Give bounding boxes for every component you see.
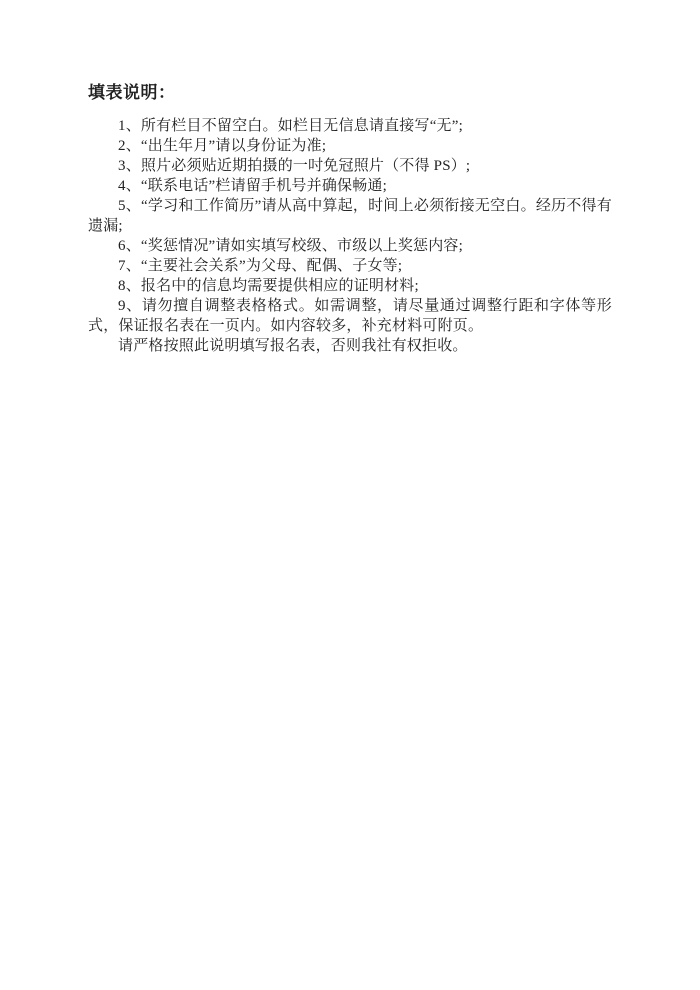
document-heading: 填表说明： xyxy=(88,83,176,102)
instruction-item-4: 4、“联系电话”栏请留手机号并确保畅通; xyxy=(118,178,387,194)
instruction-item-8: 8、报名中的信息均需要提供相应的证明材料; xyxy=(118,278,419,294)
instruction-item-5: 5、“学习和工作简历”请从高中算起，时间上必须衔接无空白。经历不得有遗漏; xyxy=(88,198,612,234)
instruction-item-3: 3、照片必须贴近期拍摄的一吋免冠照片（不得 PS）; xyxy=(118,158,471,174)
instruction-item-7: 7、“主要社会关系”为父母、配偶、子女等; xyxy=(118,258,403,274)
closing-statement: 请严格按照此说明填写报名表，否则我社有权拒收。 xyxy=(118,338,468,354)
instruction-item-6: 6、“奖惩情况”请如实填写校级、市级以上奖惩内容; xyxy=(118,238,463,254)
instruction-item-2: 2、“出生年月”请以身份证为准; xyxy=(118,138,327,154)
instruction-item-9: 9、请勿擅自调整表格格式。如需调整，请尽量通过调整行距和字体等形式，保证报名表在一页内。如内容较多，补充材料可附页。 xyxy=(88,298,612,334)
instruction-item-1: 1、所有栏目不留空白。如栏目无信息请直接写“无”; xyxy=(118,118,463,134)
